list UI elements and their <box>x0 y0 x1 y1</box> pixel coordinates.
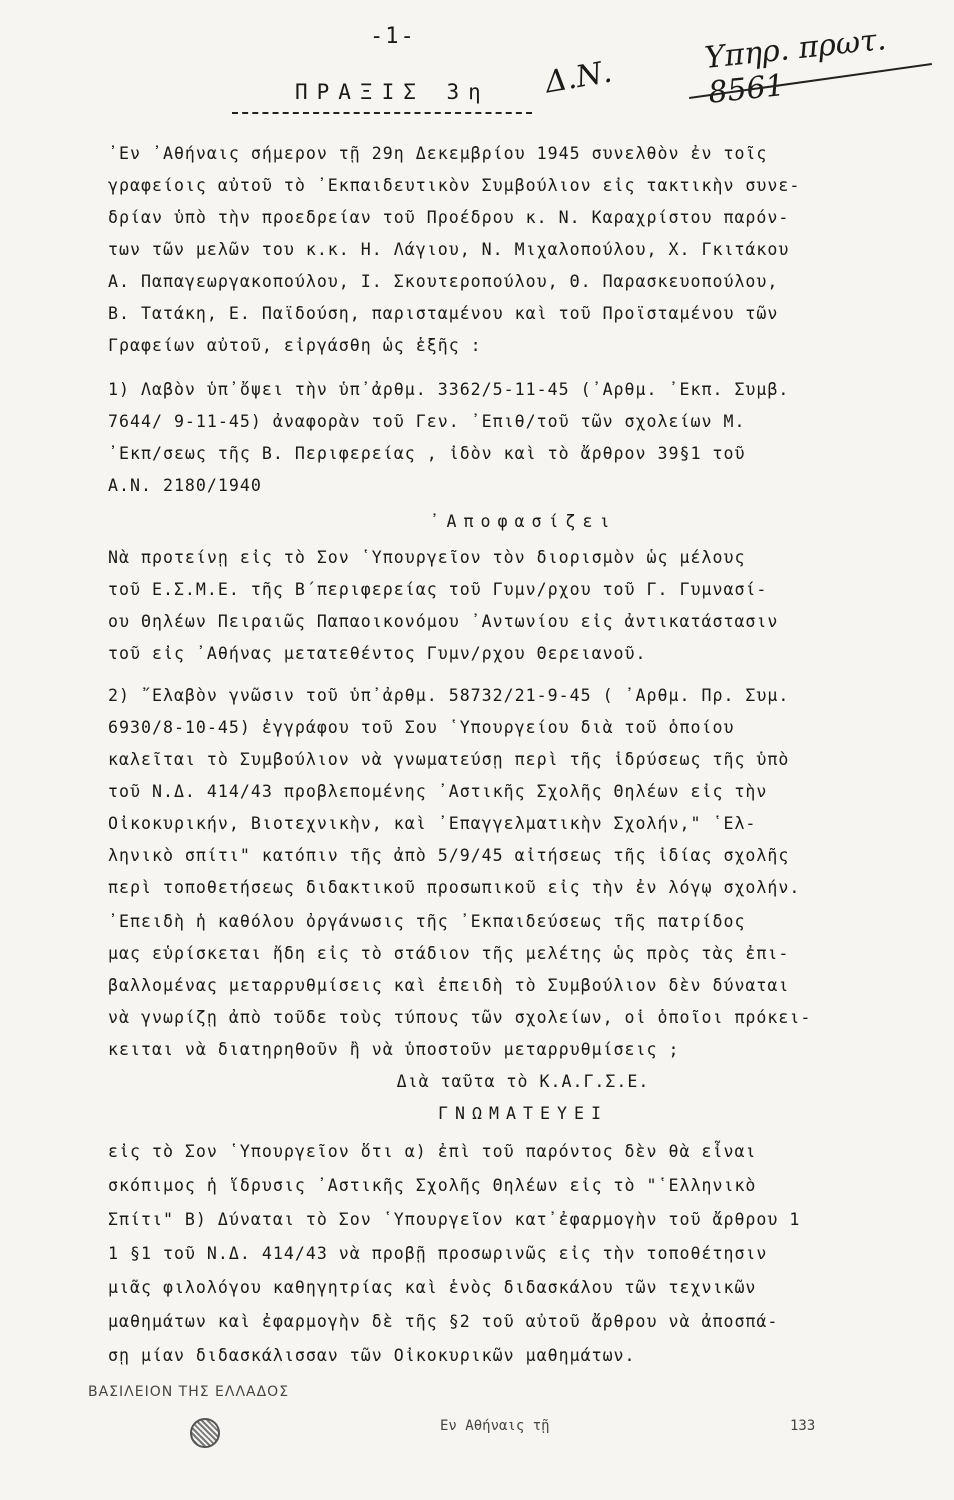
text-line: σκόπιμος ἡ ἵδρυσις ᾿Αστικῆς Σχολῆς Θηλέων εἰς τὸ "῾Ελληνικὸ <box>108 1176 757 1195</box>
text-line: μας εὑρίσκεται ἤδη εἰς τὸ στάδιον τῆς μελέτης ὡς πρὸς τὰς ἐπι- <box>108 944 790 963</box>
page-number: -1- <box>370 24 416 49</box>
text-line: κειται νὰ διατηρηθοῦν ἢ νὰ ὑποστοῦν μεταρρυθμίσεις ; <box>108 1040 680 1059</box>
text-line: τοῦ Ν.Δ. 414/43 προβλεπομένης ᾿Αστικῆς Σχολῆς Θηλέων εἰς τὴν <box>108 782 768 801</box>
therefore-line: Διὰ ταῦτα τὸ Κ.Α.Γ.Σ.Ε. <box>396 1072 650 1091</box>
handwritten-reference: Υπηρ. πρωτ. 8561 <box>703 22 888 111</box>
text-line: τοῦ εἰς ᾿Αθήνας μετατεθέντος Γυμν/ρχου Θερειανοῦ. <box>108 644 647 663</box>
text-line: δρίαν ὑπὸ τὴν προεδρείαν τοῦ Προέδρου κ. Ν. Καραχρίστου παρόν- <box>108 208 790 227</box>
text-line: ᾿Εκπ/σεως τῆς Β. Περιφερείας , ἰδὸν καὶ τὸ ἄρθρον 39§1 τοῦ <box>108 444 746 463</box>
title-underline <box>232 112 532 114</box>
text-line: Νὰ προτείνῃ εἰς τὸ Σον ῾Υπουργεῖον τὸν διορισμὸν ὡς μέλους <box>108 548 746 567</box>
text-line: Α.Ν. 2180/1940 <box>108 476 262 495</box>
text-line: Γραφείων αὐτοῦ, εἰργάσθη ὡς ἑξῆς : <box>108 336 482 355</box>
text-line: τοῦ Ε.Σ.Μ.Ε. τῆς Β΄περιφερείας τοῦ Γυμν/ρχου τοῦ Γ. Γυμνασί- <box>108 580 768 599</box>
text-line: ᾿Επειδὴ ἡ καθόλου ὀργάνωσις τῆς ᾿Εκπαιδεύσεως τῆς πατρίδος <box>108 912 746 931</box>
mirrored-text: Εν Αθήναις τῇ <box>440 1418 550 1434</box>
text-line: γραφείοις αὐτοῦ τὸ ᾿Εκπαιδευτικὸν Συμβούλιον εἰς τακτικὴν συνε- <box>108 176 801 195</box>
text-line: σῃ μίαν διδασκάλισσαν τῶν Οἰκοκυρικῶν μαθημάτων. <box>108 1346 636 1365</box>
mirrored-number: 133 <box>790 1418 816 1434</box>
decision-heading: ΓΝΩΜΑΤΕΥΕΙ <box>438 1104 608 1123</box>
archive-stamp: ΒΑΣΙΛΕΙΟΝ ΤΗΣ ΕΛΛΑΔΟΣ <box>88 1384 290 1400</box>
text-line: Σπίτι" Β) Δύναται τὸ Σον ῾Υπουργεῖον κατ᾿ἐφαρμογὴν τοῦ ἄρθρου 1 <box>108 1210 801 1229</box>
text-line: εἰς τὸ Σον ῾Υπουργεῖον ὅτι α) ἐπὶ τοῦ παρόντος δὲν θὰ εἶναι <box>108 1142 757 1161</box>
text-line: ου Θηλέων Πειραιῶς Παπαοικονόμου ᾿Αντωνίου εἰς ἀντικατάστασιν <box>108 612 779 631</box>
text-line: 7644/ 9-11-45) ἀναφορὰν τοῦ Γεν. ᾿Επιθ/τοῦ τῶν σχολείων Μ. <box>108 412 746 431</box>
text-line: μιᾶς φιλολόγου καθηγητρίας καὶ ἑνὸς διδασκάλου τῶν τεχνικῶν <box>108 1278 757 1297</box>
text-line: 1) Λαβὸν ὑπ᾿ὄψει τὴν ὑπ᾿ἀρθμ. 3362/5-11-45 (᾿Αρθμ. ᾿Εκπ. Συμβ. <box>108 380 790 399</box>
text-line: βαλλομένας μεταρρυθμίσεις καὶ ἐπειδὴ τὸ Συμβούλιον δὲν δύναται <box>108 976 790 995</box>
text-line: περὶ τοποθετήσεως διδακτικοῦ προσωπικοῦ εἰς τὴν ἐν λόγῳ σχολήν. <box>108 878 801 897</box>
text-line: Οἰκοκυρικήν, Βιοτεχνικὴν, καὶ ᾿Επαγγελματικὴν Σχολήν," ῾Ελ- <box>108 814 757 833</box>
text-line: καλεῖται τὸ Συμβούλιον νὰ γνωματεύσῃ περὶ τῆς ἱδρύσεως τῆς ὑπὸ <box>108 750 790 769</box>
text-line: ᾿Εν ᾿Αθήναις σήμερον τῇ 29η Δεκεμβρίου 1945 συνελθὸν ἐν τοῖς <box>108 144 768 163</box>
text-line: των τῶν μελῶν του κ.κ. Η. Λάγιου, Ν. Μιχαλοπούλου, Χ. Γκιτάκου <box>108 240 790 259</box>
text-line: Α. Παπαγεωργακοπούλου, Ι. Σκουτεροπούλου, Θ. Παρασκευοπούλου, <box>108 272 779 291</box>
text-line: Β. Τατάκη, Ε. Παϊδούση, παρισταμένου καὶ τοῦ Προϊσταμένου τῶν <box>108 304 779 323</box>
document-title: ΠΡΑΞΙΣ 3η <box>295 80 490 104</box>
text-line: μαθημάτων καὶ ἐφαρμογὴν δὲ τῆς §2 τοῦ αὐτοῦ ἄρθρου νὰ ἀποσπά- <box>108 1312 779 1331</box>
text-line: ληνικὸ σπίτι" κατόπιν τῆς ἀπὸ 5/9/45 αἰτήσεως τῆς ἰδίας σχολῆς <box>108 846 790 865</box>
text-line: νὰ γνωρίζῃ ἀπὸ τοῦδε τοὺς τύπους τῶν σχολείων, οἱ ὁποῖοι πρόκει- <box>108 1008 812 1027</box>
decision-heading: ᾿Αποφασίζει <box>429 512 617 531</box>
text-line: 1 §1 τοῦ Ν.Δ. 414/43 νὰ προβῇ προσωρινῶς εἰς τὴν τοποθέτησιν <box>108 1244 768 1263</box>
text-line: 2) ῎Ελαβὸν γνῶσιν τοῦ ὑπ᾿ἀρθμ. 58732/21-9-45 ( ᾿Αρθμ. Πρ. Συμ. <box>108 686 790 705</box>
handwritten-initials: Δ.Ν. <box>542 54 615 101</box>
text-line: 6930/8-10-45) ἐγγράφου τοῦ Σου ῾Υπουργείου διὰ τοῦ ὁποίου <box>108 718 735 737</box>
seal-icon <box>190 1418 220 1448</box>
